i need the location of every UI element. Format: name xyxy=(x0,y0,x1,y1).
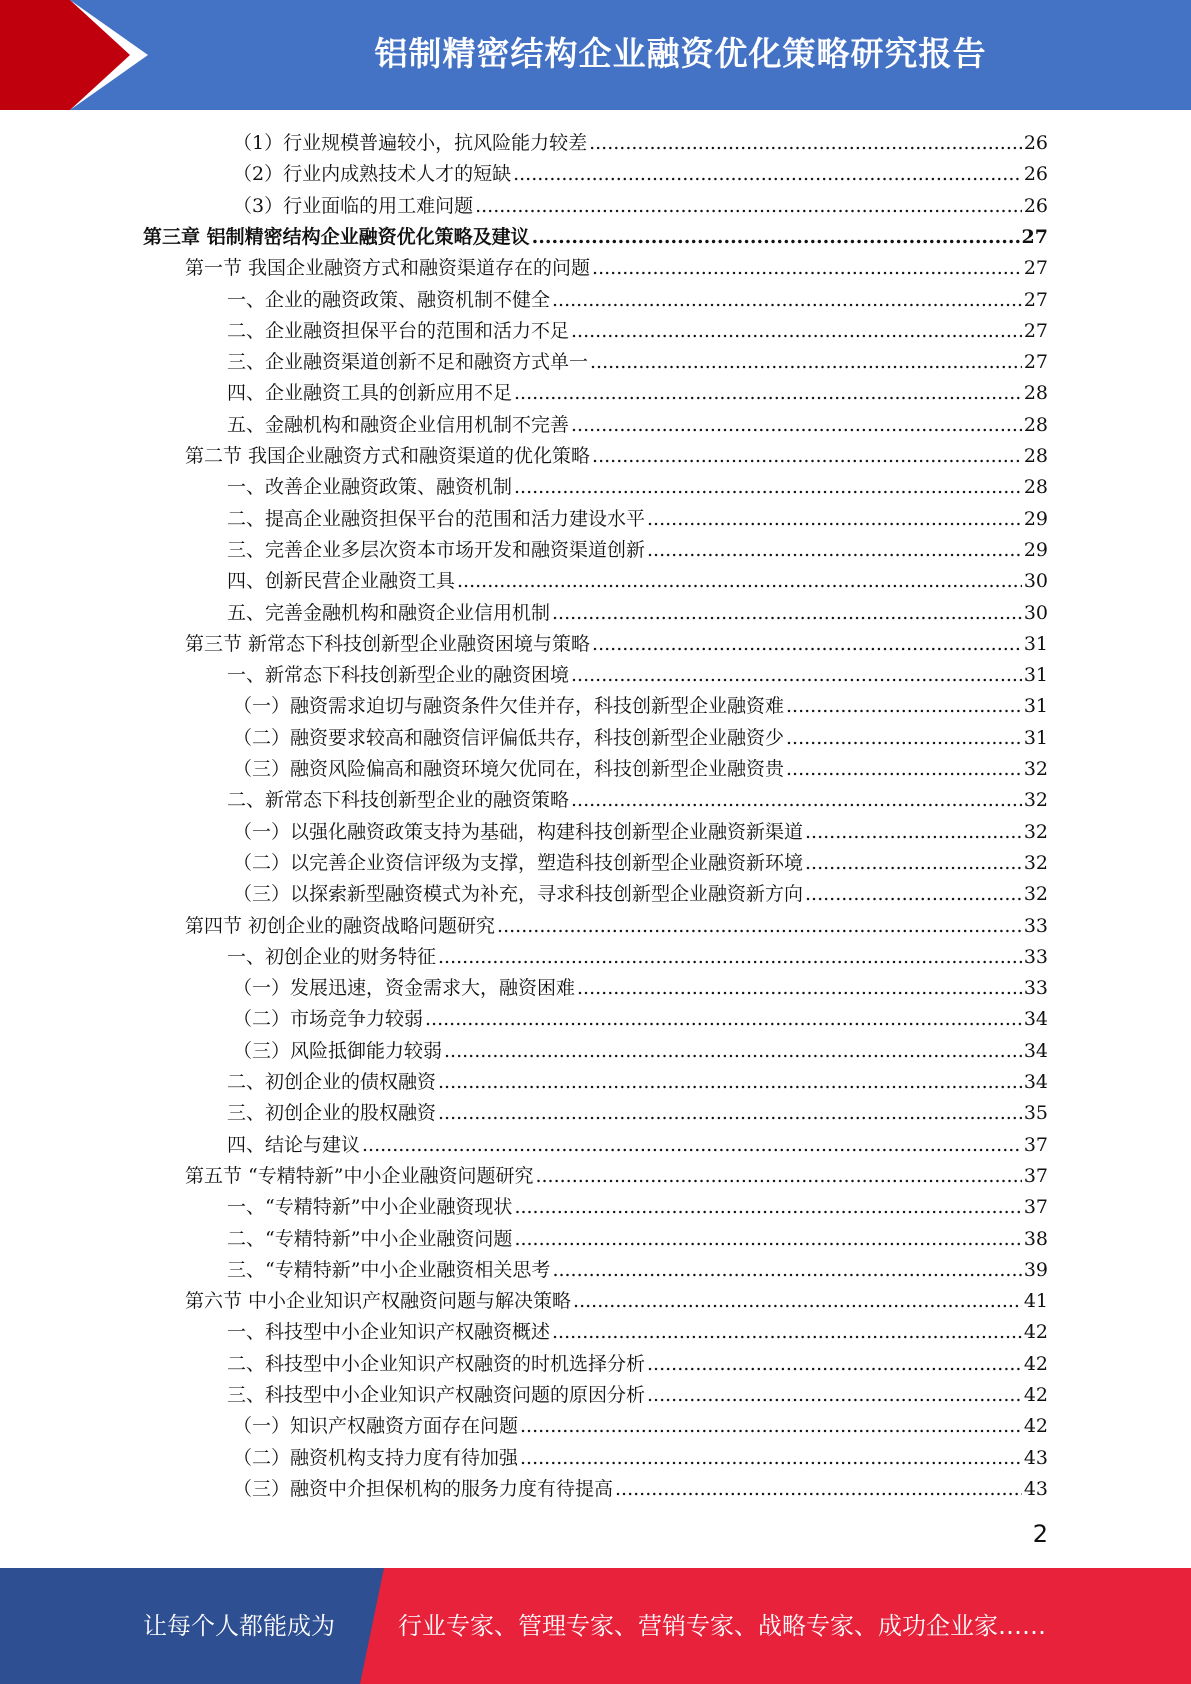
toc-entry-title: 二、新常态下科技创新型企业的融资策略 xyxy=(227,789,570,812)
toc-entry-page: 31 xyxy=(1023,632,1048,655)
toc-entry[interactable] xyxy=(227,660,1048,691)
page-footer xyxy=(0,1568,1191,1684)
toc-entry-title: （一）融资需求迫切与融资条件欠佳并存，科技创新型企业融资难 xyxy=(233,695,785,718)
toc-leader-dots xyxy=(520,1411,1022,1442)
toc-entry-title: 第四节 初创企业的融资战略问题研究 xyxy=(185,914,496,937)
header-red-block xyxy=(0,0,70,110)
toc-entry[interactable] xyxy=(233,848,1048,879)
toc-entry-title: 一、科技型中小企业知识产权融资概述 xyxy=(227,1321,551,1344)
toc-entry-title: （三）融资中介担保机构的服务力度有待提高 xyxy=(233,1477,614,1500)
toc-leader-dots xyxy=(497,911,1022,942)
toc-leader-dots xyxy=(444,1036,1022,1067)
toc-entry-page: 32 xyxy=(1023,758,1048,780)
footer-slant xyxy=(340,1568,400,1684)
toc-entry-title: （三）以探索新型融资模式为补充，寻求科技创新型企业融资新方向 xyxy=(233,883,804,906)
toc-leader-dots xyxy=(571,316,1022,347)
toc-entry-title: 四、企业融资工具的创新应用不足 xyxy=(227,382,513,405)
toc-entry[interactable] xyxy=(233,817,1048,848)
toc-entry[interactable] xyxy=(227,1192,1048,1223)
toc-leader-dots xyxy=(592,629,1022,660)
toc-leader-dots xyxy=(805,848,1022,879)
toc-entry-page: 31 xyxy=(1023,664,1048,687)
toc-entry-title: 三、完善企业多层次资本市场开发和融资渠道创新 xyxy=(227,538,646,561)
toc-entry-title: 第二节 我国企业融资方式和融资渠道的优化策略 xyxy=(185,445,591,467)
toc-entry-page: 30 xyxy=(1023,601,1048,624)
toc-entry[interactable] xyxy=(227,347,1048,378)
toc-entry-title: 一、初创企业的财务特征 xyxy=(227,945,437,968)
toc-entry-page: 26 xyxy=(1023,132,1048,154)
toc-leader-dots xyxy=(592,253,1022,284)
toc-leader-dots xyxy=(552,285,1022,316)
toc-leader-dots xyxy=(590,347,1022,378)
toc-entry[interactable] xyxy=(227,1098,1048,1129)
toc-leader-dots xyxy=(786,723,1022,754)
toc-entry-title: 一、“专精特新”中小企业融资现状 xyxy=(227,1196,513,1219)
toc-entry-page: 28 xyxy=(1023,413,1048,436)
toc-leader-dots xyxy=(577,973,1022,1004)
toc-leader-dots xyxy=(475,191,1022,222)
toc-entry-page: 41 xyxy=(1023,1290,1048,1313)
toc-entry[interactable] xyxy=(227,1317,1048,1348)
toc-entry[interactable] xyxy=(227,316,1048,347)
toc-leader-dots xyxy=(615,1474,1022,1505)
toc-entry-page: 28 xyxy=(1023,445,1048,467)
toc-entry-page: 26 xyxy=(1023,163,1048,186)
toc-entry-page: 34 xyxy=(1023,1039,1048,1062)
toc-entry-page: 29 xyxy=(1023,538,1048,561)
toc-entry-title: （一）发展迅速，资金需求大，融资困难 xyxy=(233,977,576,1000)
toc-entry-page: 32 xyxy=(1023,820,1048,843)
toc-leader-dots xyxy=(552,1317,1022,1348)
toc-entry[interactable] xyxy=(227,1255,1048,1286)
toc-entry[interactable] xyxy=(227,504,1048,535)
toc-leader-dots xyxy=(571,660,1022,691)
toc-entry[interactable] xyxy=(233,754,1048,785)
toc-entry-page: 28 xyxy=(1023,382,1048,405)
toc-entry-page: 37 xyxy=(1023,1133,1048,1156)
toc-entry-title: 二、“专精特新”中小企业融资问题 xyxy=(227,1227,513,1250)
toc-leader-dots xyxy=(535,1161,1021,1192)
toc-entry[interactable] xyxy=(185,441,1048,472)
toc-leader-dots xyxy=(514,472,1022,503)
toc-entry[interactable] xyxy=(185,911,1048,942)
toc-leader-dots xyxy=(592,441,1022,472)
toc-entry-page: 27 xyxy=(1023,319,1048,342)
toc-leader-dots xyxy=(786,691,1022,722)
toc-entry-title: 第六节 中小企业知识产权融资问题与解决策略 xyxy=(185,1290,572,1313)
header-red-chevron xyxy=(70,0,130,110)
footer-slogan-right: 行业专家、管理专家、营销专家、战略专家、成功企业家…… xyxy=(398,1612,1046,1640)
toc-leader-dots xyxy=(520,1443,1022,1474)
toc-entry[interactable] xyxy=(233,159,1048,190)
toc-entry[interactable] xyxy=(233,879,1048,910)
toc-entry-title: 四、结论与建议 xyxy=(227,1133,361,1156)
toc-entry[interactable] xyxy=(185,1161,1048,1192)
toc-leader-dots xyxy=(438,1098,1022,1129)
toc-entry[interactable] xyxy=(227,285,1048,316)
toc-entry-page: 43 xyxy=(1023,1477,1048,1500)
toc-entry-title: 第三节 新常态下科技创新型企业融资困境与策略 xyxy=(185,632,591,655)
toc-leader-dots xyxy=(457,566,1022,597)
toc-entry-title: （三）风险抵御能力较弱 xyxy=(233,1039,443,1062)
toc-entry-title: 二、初创企业的债权融资 xyxy=(227,1071,437,1093)
toc-leader-dots xyxy=(786,754,1022,785)
toc-leader-dots xyxy=(552,1255,1021,1286)
toc-entry-title: （3）行业面临的用工难问题 xyxy=(233,194,474,217)
toc-entry-page: 42 xyxy=(1023,1321,1048,1344)
toc-leader-dots xyxy=(805,817,1022,848)
toc-entry[interactable] xyxy=(227,378,1048,409)
toc-entry[interactable] xyxy=(233,1036,1048,1067)
toc-leader-dots xyxy=(552,598,1022,629)
toc-entry-title: 三、初创企业的股权融资 xyxy=(227,1102,437,1125)
toc-entry-page: 27 xyxy=(1023,257,1048,280)
toc-entry[interactable] xyxy=(227,535,1048,566)
toc-entry-page: 33 xyxy=(1023,945,1048,968)
toc-leader-dots xyxy=(438,942,1022,973)
toc-entry[interactable] xyxy=(227,1224,1048,1255)
toc-entry-title: （三）融资风险偏高和融资环境欠优同在，科技创新型企业融资贵 xyxy=(233,758,785,780)
toc-entry[interactable] xyxy=(233,723,1048,754)
toc-leader-dots xyxy=(647,1380,1022,1411)
page-header xyxy=(0,0,1191,110)
toc-entry[interactable] xyxy=(227,942,1048,973)
toc-entry-title: （一）知识产权融资方面存在问题 xyxy=(233,1415,519,1438)
toc-entry-page: 37 xyxy=(1023,1196,1048,1219)
toc-entry-page: 37 xyxy=(1023,1164,1048,1187)
toc-entry[interactable] xyxy=(233,1474,1048,1505)
toc-entry-title: 一、新常态下科技创新型企业的融资困境 xyxy=(227,664,570,687)
toc-entry-page: 28 xyxy=(1023,476,1048,499)
toc-entry-title: 一、企业的融资政策、融资机制不健全 xyxy=(227,288,551,311)
toc-entry[interactable] xyxy=(227,1067,1048,1098)
toc-entry[interactable] xyxy=(227,598,1048,629)
toc-entry-page: 38 xyxy=(1023,1227,1048,1250)
toc-entry[interactable] xyxy=(233,973,1048,1004)
toc-entry-page: 42 xyxy=(1023,1384,1048,1406)
toc-entry-title: 第五节 “专精特新”中小企业融资问题研究 xyxy=(185,1164,534,1187)
toc-leader-dots xyxy=(571,785,1022,816)
toc-entry-page: 33 xyxy=(1023,914,1048,937)
toc-leader-dots xyxy=(647,535,1022,566)
toc-entry-title: （二）融资机构支持力度有待加强 xyxy=(233,1446,519,1469)
toc-entry-title: 四、创新民营企业融资工具 xyxy=(227,570,456,593)
toc-entry-page: 35 xyxy=(1023,1102,1048,1125)
toc-entry-page: 27 xyxy=(1023,351,1048,374)
toc-entry[interactable] xyxy=(185,1286,1048,1317)
toc-entry[interactable] xyxy=(227,785,1048,816)
toc-entry-title: 五、金融机构和融资企业信用机制不完善 xyxy=(227,413,570,436)
toc-leader-dots xyxy=(647,1349,1022,1380)
toc-entry-page: 42 xyxy=(1023,1352,1048,1375)
toc-leader-dots xyxy=(514,1192,1021,1223)
toc-entry-title: （1）行业规模普遍较小，抗风险能力较差 xyxy=(233,132,588,154)
toc-entry-page: 31 xyxy=(1023,726,1048,749)
toc-entry[interactable] xyxy=(227,410,1048,441)
toc-entry-title: 三、科技型中小企业知识产权融资问题的原因分析 xyxy=(227,1384,646,1406)
footer-slogan-left: 让每个人都能成为 xyxy=(143,1612,335,1640)
toc-entry-page: 27 xyxy=(1021,225,1048,248)
toc-entry-title: 五、完善金融机构和融资企业信用机制 xyxy=(227,601,551,624)
toc-entry[interactable] xyxy=(233,128,1048,159)
report-title: 铝制精密结构企业融资优化策略研究报告 xyxy=(374,34,987,73)
toc-entry-page: 27 xyxy=(1023,288,1048,311)
toc-entry[interactable] xyxy=(143,222,1048,253)
toc-entry-page: 42 xyxy=(1023,1415,1048,1438)
toc-leader-dots xyxy=(805,879,1022,910)
toc-entry[interactable] xyxy=(185,629,1048,660)
toc-entry-title: 第一节 我国企业融资方式和融资渠道存在的问题 xyxy=(185,257,591,280)
toc-entry[interactable] xyxy=(227,1130,1048,1161)
toc-leader-dots xyxy=(438,1067,1022,1098)
toc-entry-title: 三、企业融资渠道创新不足和融资方式单一 xyxy=(227,351,589,374)
toc-entry[interactable] xyxy=(227,566,1048,597)
toc-entry-title: （2）行业内成熟技术人才的短缺 xyxy=(233,163,512,186)
toc-entry[interactable] xyxy=(233,1004,1048,1035)
toc-leader-dots xyxy=(362,1130,1022,1161)
toc-entry[interactable] xyxy=(185,253,1048,284)
toc-entry-page: 34 xyxy=(1023,1008,1048,1031)
toc-entry-page: 32 xyxy=(1023,883,1048,906)
toc-leader-dots xyxy=(514,378,1022,409)
toc-entry-page: 39 xyxy=(1023,1258,1048,1281)
toc-entry-title: 三、“专精特新”中小企业融资相关思考 xyxy=(227,1258,551,1281)
toc-leader-dots xyxy=(571,410,1022,441)
toc-entry-title: （二）融资要求较高和融资信评偏低共存，科技创新型企业融资少 xyxy=(233,726,785,749)
toc-entry-title: （二）市场竞争力较弱 xyxy=(233,1008,424,1031)
toc-entry-title: （二）以完善企业资信评级为支撑，塑造科技创新型企业融资新环境 xyxy=(233,851,804,874)
toc-entry-title: 一、改善企业融资政策、融资机制 xyxy=(227,476,513,499)
toc-entry-page: 34 xyxy=(1023,1071,1048,1093)
toc-entry-title: 第三章 铝制精密结构企业融资优化策略及建议 xyxy=(143,225,530,248)
page-number: 2 xyxy=(1032,1520,1048,1548)
toc-entry[interactable] xyxy=(233,191,1048,222)
toc-entry[interactable] xyxy=(233,1411,1048,1442)
toc-entry-page: 43 xyxy=(1023,1446,1048,1469)
toc-entry-page: 29 xyxy=(1023,507,1048,530)
toc-entry[interactable] xyxy=(227,1349,1048,1380)
toc-entry-page: 32 xyxy=(1023,789,1048,812)
toc-entry-page: 31 xyxy=(1023,695,1048,718)
toc-entry-title: （一）以强化融资政策支持为基础，构建科技创新型企业融资新渠道 xyxy=(233,820,804,843)
toc-leader-dots xyxy=(589,128,1022,159)
toc-leader-dots xyxy=(532,222,1020,253)
toc-leader-dots xyxy=(647,504,1022,535)
toc-entry[interactable] xyxy=(227,472,1048,503)
toc-entry-page: 33 xyxy=(1023,977,1048,1000)
toc-leader-dots xyxy=(513,159,1022,190)
toc-entry[interactable] xyxy=(227,1380,1048,1411)
toc-entry-page: 30 xyxy=(1023,570,1048,593)
toc-entry-page: 32 xyxy=(1023,851,1048,874)
toc-leader-dots xyxy=(573,1286,1022,1317)
toc-leader-dots xyxy=(425,1004,1022,1035)
toc-entry[interactable] xyxy=(233,1443,1048,1474)
toc-entry-title: 二、提高企业融资担保平台的范围和活力建设水平 xyxy=(227,507,646,530)
toc-entry-title: 二、科技型中小企业知识产权融资的时机选择分析 xyxy=(227,1352,646,1375)
toc-entry-title: 二、企业融资担保平台的范围和活力不足 xyxy=(227,319,570,342)
toc-leader-dots xyxy=(514,1224,1021,1255)
toc-entry-page: 26 xyxy=(1023,194,1048,217)
toc-entry[interactable] xyxy=(233,691,1048,722)
